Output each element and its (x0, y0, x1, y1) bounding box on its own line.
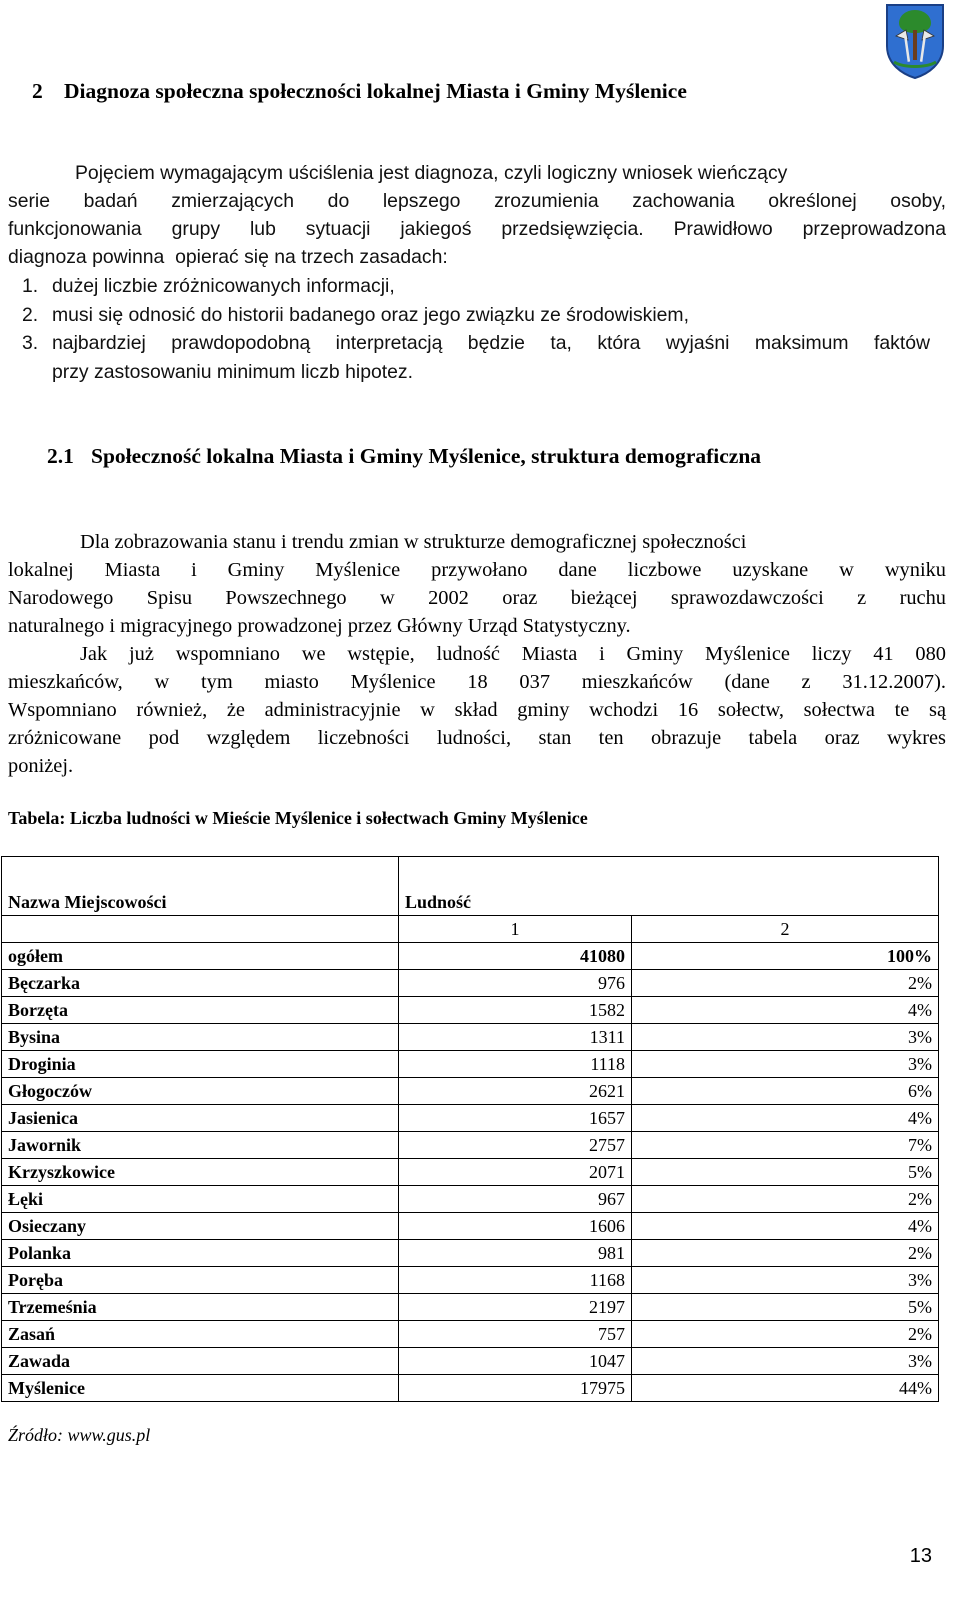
cell-place-name: Poręba (2, 1267, 399, 1294)
cell-percent: 4% (632, 1105, 939, 1132)
cell-percent: 4% (632, 1213, 939, 1240)
table-row (2, 1159, 939, 1186)
list-item: musi się odnosić do historii badanego oraz jego związku ze środowiskiem, (52, 304, 689, 326)
cell-percent: 3% (632, 1267, 939, 1294)
cell-place-name: Bysina (2, 1024, 399, 1051)
cell-percent: 6% (632, 1078, 939, 1105)
cell-population: 2197 (399, 1294, 632, 1321)
cell-population: 41080 (399, 943, 632, 970)
table-subheader-row (2, 916, 939, 943)
cell-place-name: Polanka (2, 1240, 399, 1267)
list-number: 3. (22, 332, 39, 354)
table-row (2, 1321, 939, 1348)
cell-population: 2621 (399, 1078, 632, 1105)
cell-place-name: Borzęta (2, 997, 399, 1024)
cell-percent: 3% (632, 1024, 939, 1051)
table-row (2, 1213, 939, 1240)
intro-line: diagnoza powinna opierać się na trzech zasadach: (8, 246, 448, 268)
cell-population: 2757 (399, 1132, 632, 1159)
cell-population: 1606 (399, 1213, 632, 1240)
table-row (2, 997, 939, 1024)
intro-line: Pojęciem wymagającym uściślenia jest diagnoza, czyli logiczny wniosek wieńczący (75, 162, 788, 184)
cell-percent: 4% (632, 997, 939, 1024)
cell-percent: 5% (632, 1294, 939, 1321)
subheader-empty (2, 916, 399, 943)
cell-percent: 44% (632, 1375, 939, 1402)
page-number: 13 (909, 1545, 932, 1567)
subsection-number: 2.1 (47, 444, 74, 468)
column-header-population: Ludność (399, 857, 939, 916)
cell-population: 757 (399, 1321, 632, 1348)
cell-population: 1168 (399, 1267, 632, 1294)
subsection-heading (47, 444, 761, 469)
cell-place-name: Krzyszkowice (2, 1159, 399, 1186)
list-number: 1. (22, 275, 39, 297)
table-row (2, 1240, 939, 1267)
population-table (1, 856, 939, 1402)
cell-percent: 3% (632, 1051, 939, 1078)
cell-place-name: Jasienica (2, 1105, 399, 1132)
cell-population: 1582 (399, 997, 632, 1024)
body-line: lokalnej Miasta i Gminy Myślenice przywołano dane liczbowe uzyskane w wyniku (8, 559, 946, 581)
cell-percent: 5% (632, 1159, 939, 1186)
table-caption: Tabela: Liczba ludności w Mieście Myślenice i sołectwach Gminy Myślenice (8, 808, 588, 828)
cell-place-name: Zawada (2, 1348, 399, 1375)
body-line: poniżej. (8, 755, 74, 777)
cell-percent: 2% (632, 1321, 939, 1348)
body-line: naturalnego i migracyjnego prowadzonej przez Główny Urząd Statystyczny. (8, 615, 631, 637)
list-item: dużej liczbie zróżnicowanych informacji, (52, 275, 395, 297)
table-row (2, 1375, 939, 1402)
table-row (2, 1294, 939, 1321)
table-row (2, 1051, 939, 1078)
subsection-title: Społeczność lokalna Miasta i Gminy Myślenice, struktura demograficzna (91, 444, 762, 468)
intro-line: serie badań zmierzających do lepszego zrozumienia zachowania określonej osoby, (8, 190, 946, 212)
table-row (2, 1186, 939, 1213)
cell-population: 976 (399, 970, 632, 997)
coat-of-arms-icon (884, 2, 946, 80)
cell-population: 1118 (399, 1051, 632, 1078)
table-row (2, 943, 939, 970)
cell-population: 981 (399, 1240, 632, 1267)
cell-place-name: Osieczany (2, 1213, 399, 1240)
list-item: najbardziej prawdopodobną interpretacją będzie ta, która wyjaśni maksimum faktów (52, 332, 930, 354)
cell-percent: 2% (632, 1240, 939, 1267)
table-row (2, 1105, 939, 1132)
table-row (2, 1078, 939, 1105)
cell-percent: 2% (632, 970, 939, 997)
table-row (2, 1132, 939, 1159)
subheader-col-2: 2 (632, 916, 939, 943)
table-row (2, 1348, 939, 1375)
source-note: Źródło: www.gus.pl (8, 1425, 151, 1445)
body-line: Jak już wspomniano we wstępie, ludność Miasta i Gminy Myślenice liczy 41 080 (80, 643, 946, 665)
list-number: 2. (22, 304, 39, 326)
section-heading (32, 79, 687, 104)
intro-line: funkcjonowania grupy lub sytuacji jakiegoś przedsięwzięcia. Prawidłowo przeprowadzona (8, 218, 946, 240)
body-line: zróżnicowane pod względem liczebności ludności, stan ten obrazuje tabela oraz wykres (8, 727, 946, 749)
cell-place-name: ogółem (2, 943, 399, 970)
table-row (2, 1024, 939, 1051)
cell-place-name: Głogoczów (2, 1078, 399, 1105)
body-line: Dla zobrazowania stanu i trendu zmian w strukturze demograficznej społeczności (80, 531, 747, 553)
body-line: Wspomniano również, że administracyjnie w skład gminy wchodzi 16 sołectw, sołectwa te są (8, 699, 946, 721)
cell-population: 17975 (399, 1375, 632, 1402)
cell-population: 1657 (399, 1105, 632, 1132)
table-row (2, 970, 939, 997)
section-number: 2 (32, 79, 43, 103)
table-row (2, 1267, 939, 1294)
cell-percent: 2% (632, 1186, 939, 1213)
table-header-row (2, 857, 939, 916)
cell-place-name: Trzemeśnia (2, 1294, 399, 1321)
section-title: Diagnoza społeczna społeczności lokalnej Miasta i Gminy Myślenice (64, 79, 687, 103)
cell-percent: 100% (632, 943, 939, 970)
cell-place-name: Zasań (2, 1321, 399, 1348)
cell-population: 1047 (399, 1348, 632, 1375)
cell-place-name: Bęczarka (2, 970, 399, 997)
column-header-name: Nazwa Miejscowości (2, 857, 399, 916)
cell-place-name: Jawornik (2, 1132, 399, 1159)
cell-place-name: Myślenice (2, 1375, 399, 1402)
cell-place-name: Łęki (2, 1186, 399, 1213)
cell-percent: 3% (632, 1348, 939, 1375)
cell-population: 1311 (399, 1024, 632, 1051)
subheader-col-1: 1 (399, 916, 632, 943)
list-item-continuation: przy zastosowaniu minimum liczb hipotez. (52, 361, 414, 383)
cell-population: 2071 (399, 1159, 632, 1186)
cell-population: 967 (399, 1186, 632, 1213)
body-line: mieszkańców, w tym miasto Myślenice 18 037 mieszkańców (dane z 31.12.2007). (8, 671, 946, 693)
cell-percent: 7% (632, 1132, 939, 1159)
cell-place-name: Droginia (2, 1051, 399, 1078)
body-line: Narodowego Spisu Powszechnego w 2002 oraz bieżącej sprawozdawczości z ruchu (8, 587, 946, 609)
